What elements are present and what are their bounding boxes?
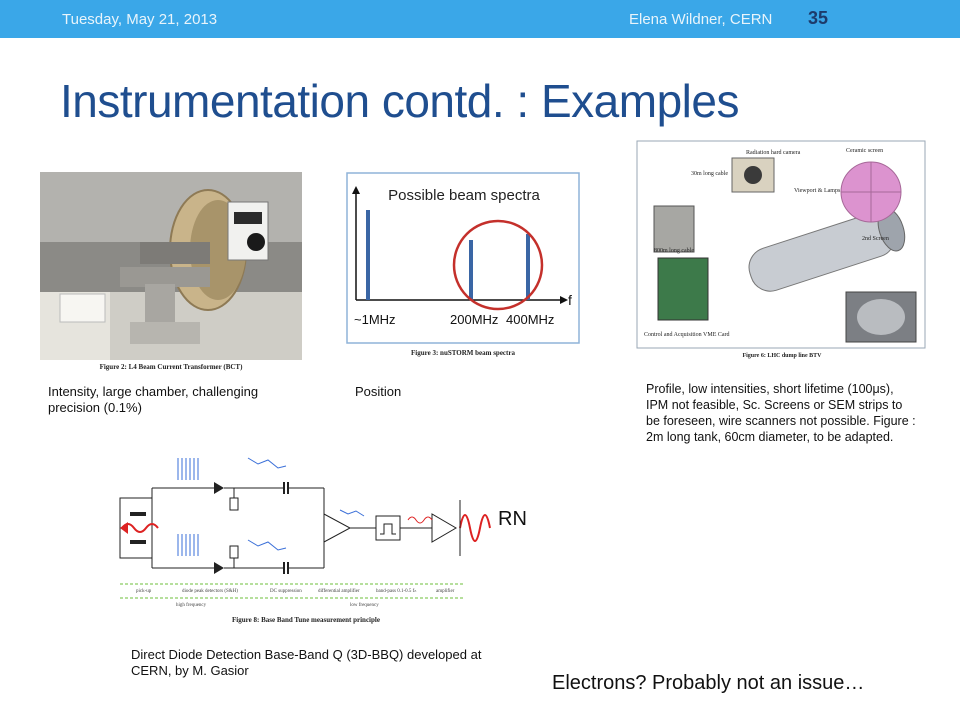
btv-label-cable800: 800m long cable [654, 248, 694, 254]
bbq-description: Direct Diode Detection Base-Band Q (3D-BBQ) developed at CERN, by M. Gasior [131, 647, 482, 678]
bbq-stage-amp: amplifier [436, 589, 455, 594]
page-number: 35 [808, 8, 829, 28]
bottom-note: Electrons? Probably not an issue… [552, 672, 865, 694]
header-author: Elena Wildner, CERN [629, 11, 773, 28]
btv-caption: Figure 6: LHC dump line BTV [742, 353, 822, 359]
overlay-rn-text: RN [498, 508, 527, 530]
bbq-circuit-diagram [114, 440, 498, 630]
bbq-figure [114, 440, 498, 630]
btv-label-camera: Radiation hard camera [746, 150, 801, 156]
label-200mhz: 200MHz [450, 312, 499, 327]
spectra-diagram [346, 172, 580, 362]
bbq-band-high: high frequency [176, 603, 207, 608]
bct-caption: Figure 2: L4 Beam Current Transformer (BCT) [99, 363, 243, 371]
header-bar [0, 0, 960, 38]
btv-diagram [636, 140, 928, 362]
btv-description: Profile, low intensities, short lifetime (100μs), IPM not feasible, Sc. Screens or SEM strips to be foreseen, wire scanners not possible. Figure : 2m long tank, 60cm diameter, to be adapted. [646, 382, 916, 444]
slide-title: Instrumentation contd. : Examples [60, 75, 739, 127]
bbq-stage-diffamp: differential amplifier [318, 589, 360, 594]
bbq-stage-bandpass: band-pass 0.1-0.5 fₙ [376, 589, 417, 594]
bct-description: Intensity, large chamber, challenging precision (0.1%) [48, 384, 259, 415]
btv-label-vme: Control and Acquisition VME Card [644, 332, 730, 338]
spectra-heading: Possible beam spectra [388, 187, 540, 204]
spectra-caption: Figure 3: nuSTORM beam spectra [411, 349, 515, 357]
bbq-band-low: low frequency [350, 603, 379, 608]
bbq-caption: Figure 8: Base Band Tune measurement principle [232, 616, 380, 624]
header-date: Tuesday, May 21, 2013 [62, 11, 218, 28]
btv-label-ceramic: Ceramic screen [846, 148, 884, 154]
freq-axis-label: f [568, 292, 572, 308]
btv-label-cable30: 30m long cable [691, 171, 728, 177]
spectra-description: Position [355, 384, 402, 399]
bbq-stage-diode: diode peak detectors (S&H) [182, 589, 238, 594]
spectrum-line-1mhz [366, 210, 370, 300]
btv-figure [636, 140, 928, 362]
spectra-figure [346, 172, 580, 362]
spectrum-line-200mhz [469, 240, 473, 300]
spectrum-line-400mhz [526, 234, 530, 300]
bct-photo [40, 172, 302, 372]
bbq-stage-pickup: pick-up [136, 589, 152, 594]
btv-label-screen2: 2nd Screen [862, 236, 889, 242]
label-1mhz: ~1MHz [354, 312, 396, 327]
btv-label-viewport: Viewport & Lamps [794, 188, 841, 194]
bbq-stage-dc: DC suppression [270, 589, 302, 594]
bct-figure [40, 172, 302, 372]
label-400mhz: 400MHz [506, 312, 555, 327]
vme-card [658, 258, 708, 320]
